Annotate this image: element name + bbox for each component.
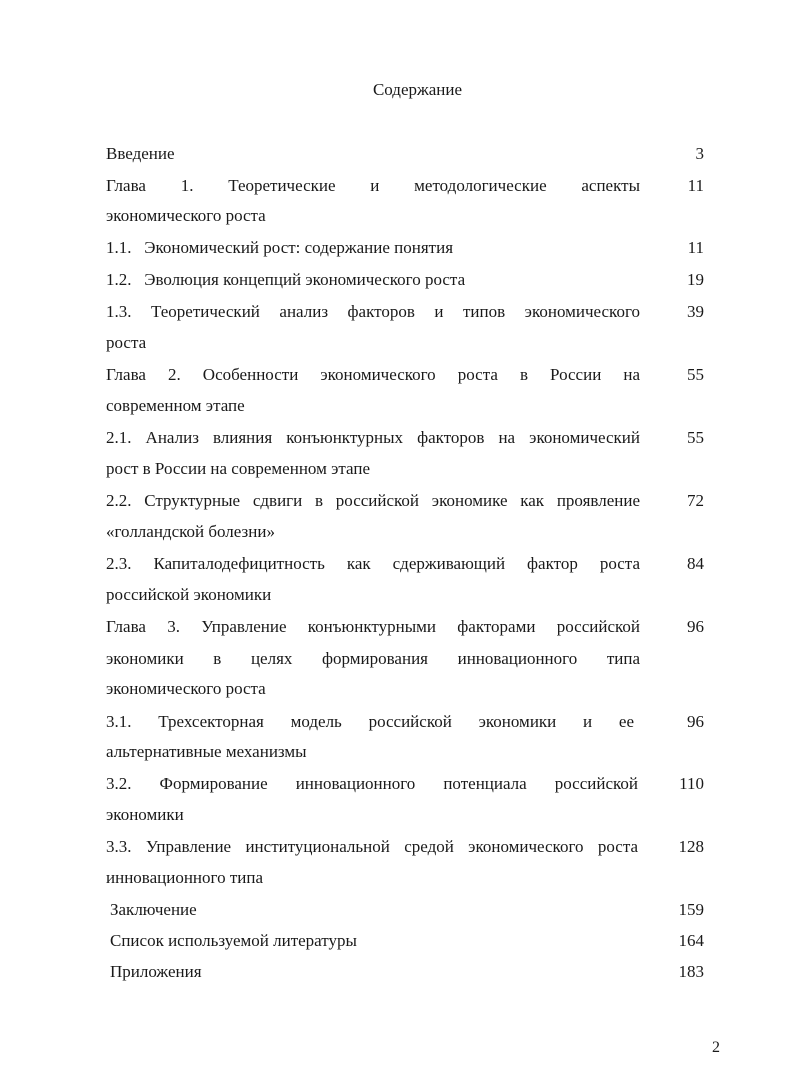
toc-entry-section-3-2-cont: экономики xyxy=(106,805,184,824)
toc-entry-chapter-2: Глава 2. Особенности экономического роста в России на xyxy=(106,365,640,384)
page-number: 2 xyxy=(712,1039,720,1056)
toc-page-introduction: 3 xyxy=(695,144,704,163)
toc-page-section-1-1: 11 xyxy=(687,238,704,257)
toc-entry-conclusion: Заключение xyxy=(110,900,197,919)
toc-page-chapter-3: 96 xyxy=(687,617,704,636)
toc-page-section-1-2: 19 xyxy=(687,270,704,289)
toc-page-section-3-2: 110 xyxy=(679,774,704,793)
toc-page-section-1-3: 39 xyxy=(687,302,704,321)
toc-page-section-3-3: 128 xyxy=(678,837,704,856)
toc-page-appendices: 183 xyxy=(678,962,704,981)
toc-entry-section-2-3-cont: российской экономики xyxy=(106,585,272,604)
toc-entry-section-2-1-cont: рост в России на современном этапе xyxy=(106,459,371,478)
toc-page-conclusion: 159 xyxy=(678,900,704,919)
toc-entry-section-2-1: 2.1. Анализ влияния конъюнктурных факторов на экономический xyxy=(106,428,640,447)
toc-entry-chapter-1-cont: экономического роста xyxy=(106,206,266,225)
toc-entry-section-2-2: 2.2. Структурные сдвиги в российской экономике как проявление xyxy=(106,491,640,510)
toc-entry-section-3-1-cont: альтернативные механизмы xyxy=(106,742,307,761)
toc-entry-chapter-3-cont-2: экономического роста xyxy=(106,679,266,698)
toc-entry-bibliography: Список используемой литературы xyxy=(110,931,357,950)
toc-entry-section-1-2: 1.2. Эволюция концепций экономического роста xyxy=(106,270,466,289)
toc-page-section-2-3: 84 xyxy=(687,554,704,573)
toc-entry-chapter-2-cont: современном этапе xyxy=(106,396,245,415)
toc-entry-section-2-3: 2.3. Капиталодефицитность как сдерживающий фактор роста xyxy=(106,554,640,573)
toc-entry-introduction: Введение xyxy=(106,144,175,163)
toc-entry-section-1-3-cont: роста xyxy=(106,333,147,352)
toc-entry-section-3-3-cont: инновационного типа xyxy=(106,868,264,887)
toc-entry-appendices: Приложения xyxy=(110,962,202,981)
toc-page-section-2-1: 55 xyxy=(687,428,704,447)
toc-entry-section-3-1: 3.1. Трехсекторная модель российской экономики и ее xyxy=(106,712,634,731)
toc-entry-section-1-1: 1.1. Экономический рост: содержание понятия xyxy=(106,238,454,257)
toc-page-section-3-1: 96 xyxy=(687,712,704,731)
toc-entry-chapter-3-cont: экономики в целях формирования инновационного типа xyxy=(106,649,640,668)
toc-page-section-2-2: 72 xyxy=(687,491,704,510)
toc-entry-section-2-2-cont: «голландской болезни» xyxy=(106,522,275,541)
toc-entry-chapter-1: Глава 1. Теоретические и методологические аспекты xyxy=(106,176,640,195)
toc-page-chapter-2: 55 xyxy=(687,365,704,384)
toc-page-chapter-1: 11 xyxy=(687,176,704,195)
page-title: Содержание xyxy=(372,80,463,99)
toc-entry-section-3-2: 3.2. Формирование инновационного потенциала российской xyxy=(106,774,638,793)
toc-page-bibliography: 164 xyxy=(678,931,704,950)
toc-entry-section-3-3: 3.3. Управление институциональной средой экономического роста xyxy=(106,837,638,856)
toc-entry-chapter-3: Глава 3. Управление конъюнктурными факторами российской xyxy=(106,617,640,636)
toc-entry-section-1-3: 1.3. Теоретический анализ факторов и типов экономического xyxy=(106,302,640,321)
